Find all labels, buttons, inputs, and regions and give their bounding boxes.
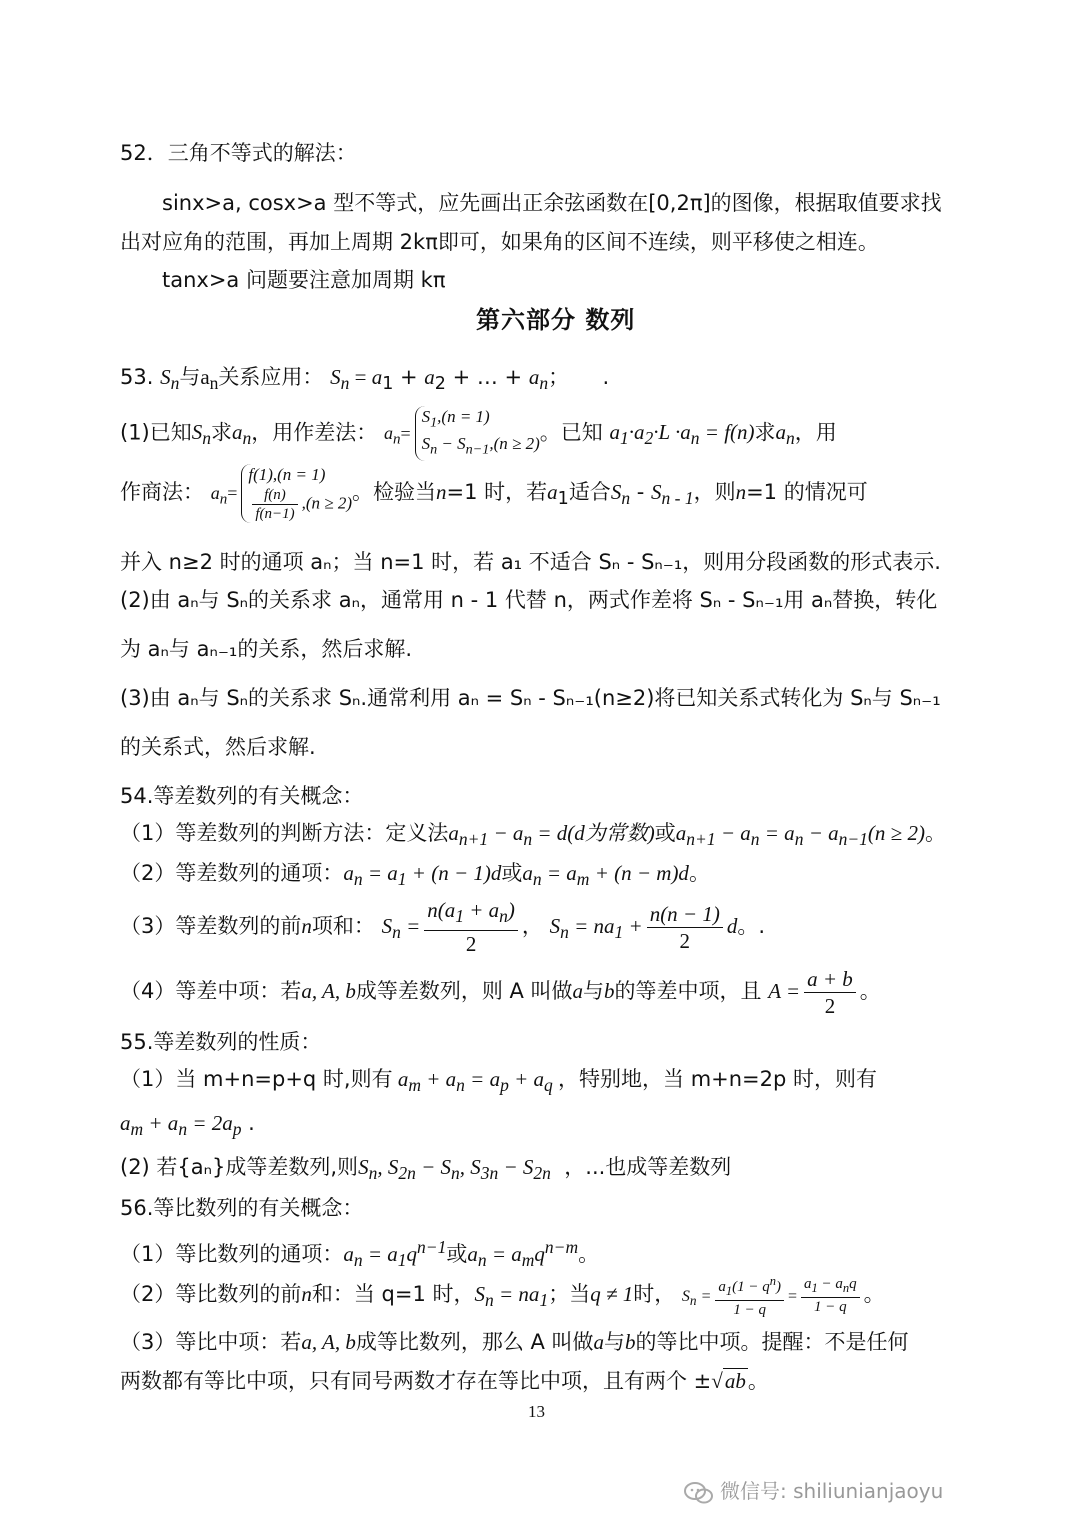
section-56-item-3: （3）等比中项：若a, A, b成等比数列，那么 A 叫做a与b的等比中项。提醒：不是任何 — [120, 1330, 909, 1354]
section-55-item-2: (2) 若{aₙ}成等差数列,则$S_n$, $S_{2n} - S_n$, $S_{3n} - S_{2n}$ ，...也成等差数列 — [120, 1155, 732, 1184]
section-54-item-1: （1）等差数列的判断方法：定义法$a_{n+1} - a_n = d(d$为常数)或$a_{n+1} - a_n = a_n - a_{n-1}(n \ge 2)$。 — [120, 821, 946, 850]
wechat-watermark — [684, 1475, 943, 1504]
section-54-title: 54.等差数列的有关概念： — [120, 784, 364, 808]
section-55-item-1: （1）当 m+n=p+q 时,则有 $a_m + a_n = a_p + a_q$ ，特别地，当 m+n=2p 时，则有 — [120, 1067, 878, 1096]
section-54-item-3: （3）等差数列的前n项和： $S_n$ = $\frac{n(a_1 + a_n)}{2}$ ， $S_n = na_1$ + $\frac{n(n - 1)}{2}$ d。. — [120, 898, 766, 956]
section-53-p6: (3)由 aₙ与 Sₙ的关系求 Sₙ.通常利用 aₙ = Sₙ - Sₙ₋₁(n≥2)将已知关系式转化为 Sₙ与 Sₙ₋₁ — [120, 686, 941, 710]
section-53-p3: 并入 n≥2 时的通项 aₙ；当 n=1 时，若 a₁ 不适合 Sₙ - Sₙ₋₁，则用分段函数的形式表示. — [120, 550, 941, 574]
section-53-head: 53. $S_n$与$a_n$关系应用： $S_n = a_1 + a_2$ + … + $a_n$； . — [120, 365, 610, 395]
section-55-formula: $a_m + a_n = 2a_p$ . — [120, 1111, 255, 1140]
section-53-p4: (2)由 aₙ与 Sₙ的关系求 aₙ，通常用 n - 1 代替 n，两式作差将 Sₙ - Sₙ₋₁用 aₙ替换，转化 — [120, 588, 938, 612]
section-56-title: 56.等比数列的有关概念： — [120, 1196, 364, 1220]
section-54-item-4: （4）等差中项：若a, A, b成等差数列，则 A 叫做a与b的等差中项，且 A = $\frac{a + b}{2}$ 。 — [120, 966, 881, 1018]
page-number: 13 — [528, 1402, 545, 1421]
section-53-p7: 的关系式，然后求解. — [120, 735, 316, 759]
quotient-cases: f(1),(n = 1) $\frac{f(n)}{f(n-1)}$ ,(n ≥ 2) — [241, 464, 352, 523]
section-52-line-3: tanx>a 问题要注意加周期 kπ — [162, 268, 446, 292]
section-52-title: 52．三角不等式的解法： — [120, 141, 357, 165]
section-53-p1: (1)已知$S_n$求$a_n$，用作差法： $a_n=$ $S_1,(n = 1)$ $S_n - S_{n-1},(n \ge 2)$ 。已知 $a_1\cdot a_2\cdot L \cdot a_n = f(n)$求$a_n$，用 — [120, 406, 837, 463]
section-54-item-2: （2）等差数列的通项：$a_n = a_1 + (n - 1)d$或$a_n = a_m + (n - m)d$。 — [120, 861, 710, 890]
section-52-line-1: sinx>a, cosx>a 型不等式，应先画出正余弦函数在[0,2π]的图像，根据取值要求找 — [162, 191, 942, 215]
watermark-text: 微信号: shiliunianjaoyu — [720, 1479, 944, 1503]
section-56-item-1: （1）等比数列的通项：$a_n = a_1q^{n-1}$或$a_n = a_mq^{n-m}$。 — [120, 1237, 600, 1271]
section-56-item-2: （2）等比数列的前n和：当 q=1 时，$S_n = na_1$；当q ≠ 1时， $S_n$ = $\frac{a_1(1 - q^n)}{1 - q}$ = $\frac{a_1 - a_nq}{1 - q}$ 。 — [120, 1273, 885, 1318]
section-55-title: 55.等差数列的性质： — [120, 1030, 322, 1054]
section-56-item-3-cont: 两数都有等比中项，只有同号两数才存在等比中项，且有两个 ±√ab。 — [120, 1369, 769, 1393]
part-title: 第六部分 数列 — [476, 306, 636, 334]
section-53-p2: 作商法： $a_n=$ f(1),(n = 1) $\frac{f(n)}{f(n-1)}$ ,(n ≥ 2) 。检验当n=1 时，若$a_1$适合$S_n - S_{n - 1}$，则n=1 的情况可 — [120, 464, 868, 522]
section-52-line-2: 出对应角的范围，再加上周期 2kπ即可，如果角的区间不连续，则平移使之相连。 — [120, 230, 879, 254]
wechat-icon — [684, 1482, 714, 1504]
piecewise-cases: $S_1,(n = 1)$ $S_n - S_{n-1},(n \ge 2)$ — [415, 406, 540, 461]
section-53-p5: 为 aₙ与 aₙ₋₁的关系，然后求解. — [120, 637, 412, 661]
